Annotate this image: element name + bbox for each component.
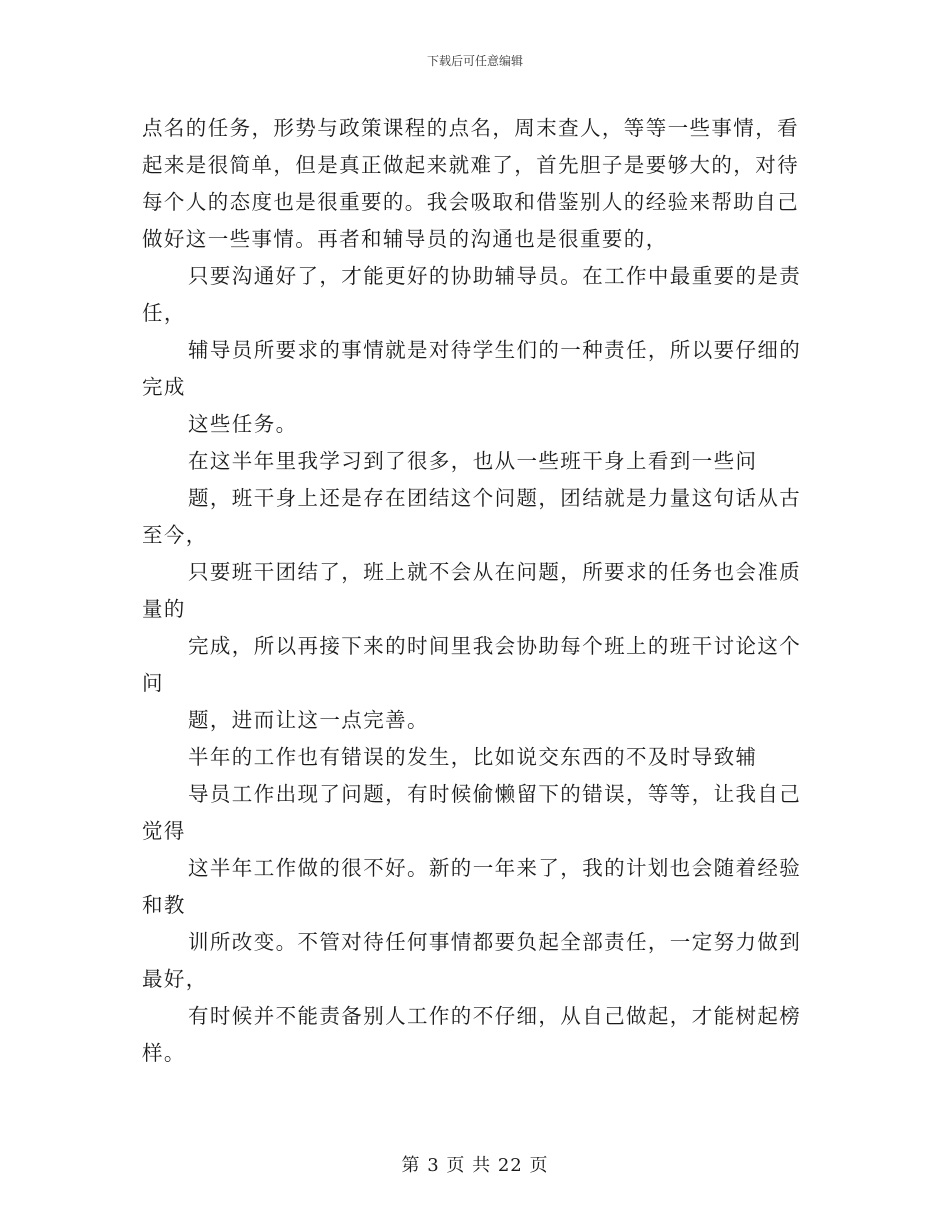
text-line: 这些任务。 (188, 412, 298, 436)
text-line: 任， (142, 301, 186, 325)
text-line: 题，班干身上还是存在团结这个问题，团结就是力量这句话从古 (188, 486, 802, 510)
text-line: 每个人的态度也是很重要的。我会吸取和借鉴别人的经验来帮助自己 (142, 190, 799, 214)
text-line: 在这半年里我学习到了很多，也从一些班干身上看到一些问 (188, 449, 758, 473)
text-line: 只要沟通好了，才能更好的协助辅导员。在工作中最重要的是责 (188, 264, 802, 288)
text-line: 最好， (142, 967, 208, 991)
text-line: 量的 (142, 597, 186, 621)
text-line: 有时候并不能责备别人工作的不仔细，从自己做起，才能树起榜 (188, 1004, 802, 1028)
text-line: 完成，所以再接下来的时间里我会协助每个班上的班干讨论这个 (188, 634, 802, 658)
text-line: 问 (142, 671, 164, 695)
text-line: 训所改变。不管对待任何事情都要负起全部责任，一定努力做到 (188, 930, 802, 954)
text-line: 起来是很简单，但是真正做起来就难了，首先胆子是要够大的，对待 (142, 153, 799, 177)
text-line: 点名的任务，形势与政策课程的点名，周末查人，等等一些事情，看 (142, 116, 799, 140)
text-line: 完成 (142, 375, 186, 399)
text-line: 只要班干团结了，班上就不会从在问题，所要求的任务也会准质 (188, 560, 802, 584)
text-line: 题，进而让这一点完善。 (188, 708, 429, 732)
text-line: 样。 (142, 1041, 186, 1065)
page-header: 下载后可任意编辑 (426, 54, 523, 68)
text-line: 这半年工作做的很不好。新的一年来了，我的计划也会随着经验 (188, 856, 802, 880)
body-text (142, 110, 804, 1072)
text-line: 导员工作出现了问题，有时候偷懒留下的错误，等等，让我自己 (188, 782, 802, 806)
text-line: 辅导员所要求的事情就是对待学生们的一种责任，所以要仔细的 (188, 338, 802, 362)
text-line: 至今， (142, 523, 208, 547)
page-footer: 第 3 页 共 22 页 (401, 1155, 549, 1176)
text-line: 做好这一些事情。再者和辅导员的沟通也是很重要的， (142, 227, 668, 251)
text-line: 半年的工作也有错误的发生，比如说交东西的不及时导致辅 (188, 745, 758, 769)
text-line: 和教 (142, 893, 186, 917)
text-line: 觉得 (142, 819, 186, 843)
